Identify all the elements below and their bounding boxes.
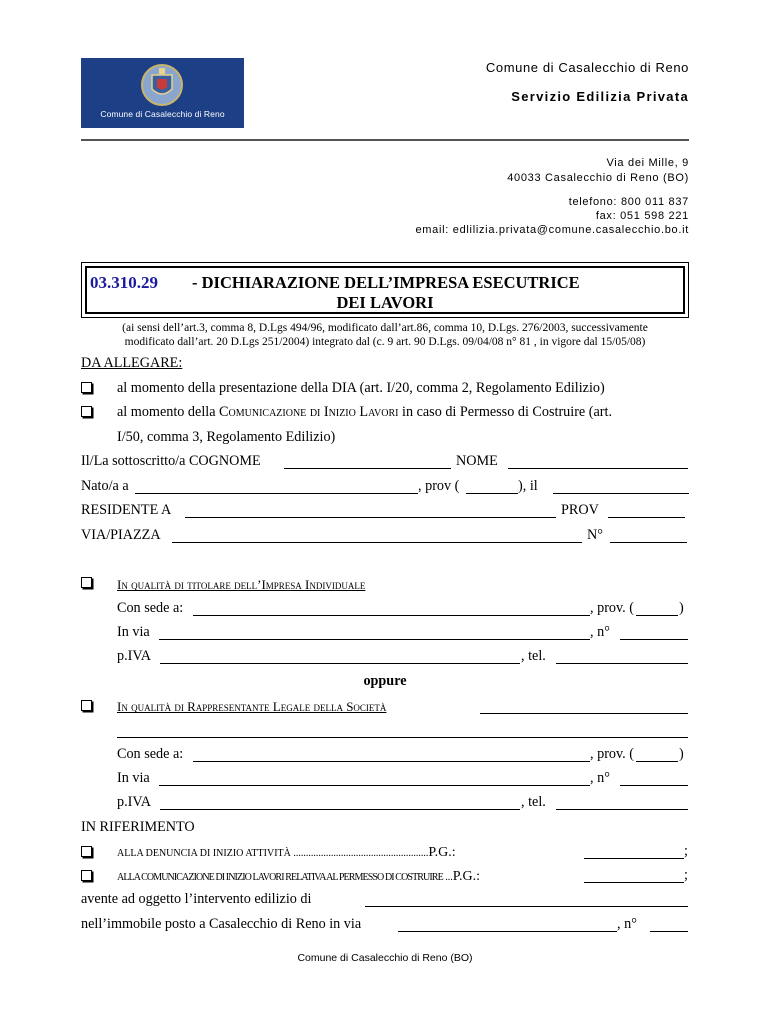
residente-label: RESIDENTE A [81, 502, 172, 518]
servizio-name: Servizio Edilizia Privata [511, 89, 689, 104]
titolare-num-field[interactable] [620, 639, 688, 640]
allegare-item-dia: al momento della presentazione della DIA (art. I/20, comma 2, Regolamento Edilizio) [117, 380, 605, 396]
header-divider [81, 139, 689, 141]
rapp-num-label: , n° [590, 770, 610, 786]
title-line1: - DICHIARAZIONE DELL’IMPRESA ESECUTRICE [192, 273, 580, 292]
via-label: VIA/PIAZZA [81, 527, 161, 543]
via-num-field[interactable] [610, 542, 687, 543]
titolare-prov-close: ) [679, 600, 684, 616]
checkbox-dia-ref[interactable] [81, 846, 92, 857]
rappresentante-label: In qualità di Rappresentante Legale della Società [117, 699, 387, 714]
comune-logo [81, 58, 244, 128]
titolare-via-field[interactable] [159, 639, 590, 640]
checkbox-dia[interactable] [81, 382, 92, 393]
rapp-via-field[interactable] [159, 785, 590, 786]
titolare-via-label: In via [117, 624, 150, 640]
crest-icon [138, 63, 186, 107]
form-code: 03.310.29 [90, 273, 158, 292]
allegare-item-cil: al momento della Comunicazione di Inizio Lavori in caso di Permesso di Costruire (art. [117, 404, 613, 420]
logo-text: Comune di Casalecchio di Reno [100, 109, 225, 119]
checkbox-cil[interactable] [81, 406, 92, 417]
rapp-prov-close: ) [679, 746, 684, 762]
email: email: edlilizia.privata@comune.casalecchio.bo.it [415, 224, 689, 236]
allegare-item-cil-cont: I/50, comma 3, Regolamento Edilizio) [117, 429, 336, 445]
nome-label: NOME [456, 453, 498, 469]
oppure-label: oppure [363, 673, 407, 689]
residente-field[interactable] [185, 517, 556, 518]
rapp-prov-field[interactable] [636, 761, 678, 762]
rapp-num-field[interactable] [620, 785, 688, 786]
immobile-via-field[interactable] [398, 931, 617, 932]
nato-label: Nato/a a [81, 478, 129, 494]
nato-prov-label: , prov ( [418, 478, 460, 494]
nato-prov-field[interactable] [466, 493, 518, 494]
pdc-pg-end: ; [684, 867, 688, 883]
allegare-heading: DA ALLEGARE: [81, 355, 183, 371]
page-footer: Comune di Casalecchio di Reno (BO) [297, 952, 473, 964]
societa-field-cont[interactable] [117, 737, 688, 738]
nato-date-field[interactable] [553, 493, 689, 494]
nato-field[interactable] [135, 493, 418, 494]
telefono: telefono: 800 011 837 [568, 196, 689, 208]
address-line2: 40033 Casalecchio di Reno (BO) [507, 172, 689, 184]
riferimento-pdc-label: ALLA COMUNICAZIONE DI INIZIO LAVORI RELATIVA AL PERMESSO DI COSTRUIRE ...P.G.: [117, 869, 481, 884]
titolare-label: In qualità di titolare dell’Impresa Individuale [117, 577, 366, 592]
titolare-num-label: , n° [590, 624, 610, 640]
legal-note-line2: modificato dall’art. 20 D.Lgs 251/2004) integrato dal (c. 9 art. 90 D.Lgs. 09/04/08 n° 81 , in vigore dal 15/05/08) [124, 336, 646, 348]
dia-pg-end: ; [684, 843, 688, 859]
riferimento-heading: IN RIFERIMENTO [81, 819, 195, 835]
checkbox-rappresentante[interactable] [81, 700, 92, 711]
rapp-piva-label: p.IVA [117, 794, 152, 810]
via-num-label: N° [587, 527, 603, 543]
checkbox-titolare[interactable] [81, 577, 92, 588]
residente-prov-label: PROV [561, 502, 599, 518]
immobile-label: nell’immobile posto a Casalecchio di Reno in via [81, 916, 362, 932]
nato-il-label: ), il [518, 478, 538, 494]
title-line2: DEI LAVORI [336, 293, 434, 312]
titolare-prov-label: , prov. ( [590, 600, 634, 616]
cognome-field[interactable] [284, 468, 451, 469]
address-line1: Via dei Mille, 9 [606, 157, 689, 169]
residente-prov-field[interactable] [608, 517, 685, 518]
titolare-prov-field[interactable] [636, 615, 678, 616]
pdc-pg-field[interactable] [584, 882, 684, 883]
checkbox-pdc-ref[interactable] [81, 870, 92, 881]
via-field[interactable] [172, 542, 582, 543]
oggetto-field[interactable] [365, 906, 688, 907]
titolare-sede-label: Con sede a: [117, 600, 184, 616]
fax: fax: 051 598 221 [595, 210, 689, 222]
dia-pg-field[interactable] [584, 858, 684, 859]
rapp-tel-label: , tel. [521, 794, 546, 810]
rapp-sede-field[interactable] [193, 761, 590, 762]
titolare-piva-field[interactable] [160, 663, 520, 664]
cognome-label: Il/La sottoscritto/a COGNOME [81, 453, 261, 469]
titolare-tel-label: , tel. [521, 648, 546, 664]
titolare-piva-label: p.IVA [117, 648, 152, 664]
riferimento-dia-label: ALLA DENUNCIA DI INIZIO ATTIVITÀ ......................................................P.G.: [117, 845, 456, 860]
nome-field[interactable] [508, 468, 688, 469]
rapp-via-label: In via [117, 770, 150, 786]
comune-name: Comune di Casalecchio di Reno [485, 60, 689, 75]
rapp-tel-field[interactable] [556, 809, 688, 810]
immobile-num-label: , n° [617, 916, 637, 932]
oggetto-label: avente ad oggetto l’intervento edilizio di [81, 891, 312, 907]
rapp-prov-label: , prov. ( [590, 746, 634, 762]
rapp-piva-field[interactable] [160, 809, 520, 810]
legal-note-line1: (ai sensi dell’art.3, comma 8, D.Lgs 494/96, modificato dall’art.86, comma 10, D.Lgs. 276/2003, successivamente [122, 322, 648, 334]
immobile-num-field[interactable] [650, 931, 688, 932]
titolare-tel-field[interactable] [556, 663, 688, 664]
societa-field[interactable] [480, 713, 688, 714]
titolare-sede-field[interactable] [193, 615, 590, 616]
rapp-sede-label: Con sede a: [117, 746, 184, 762]
